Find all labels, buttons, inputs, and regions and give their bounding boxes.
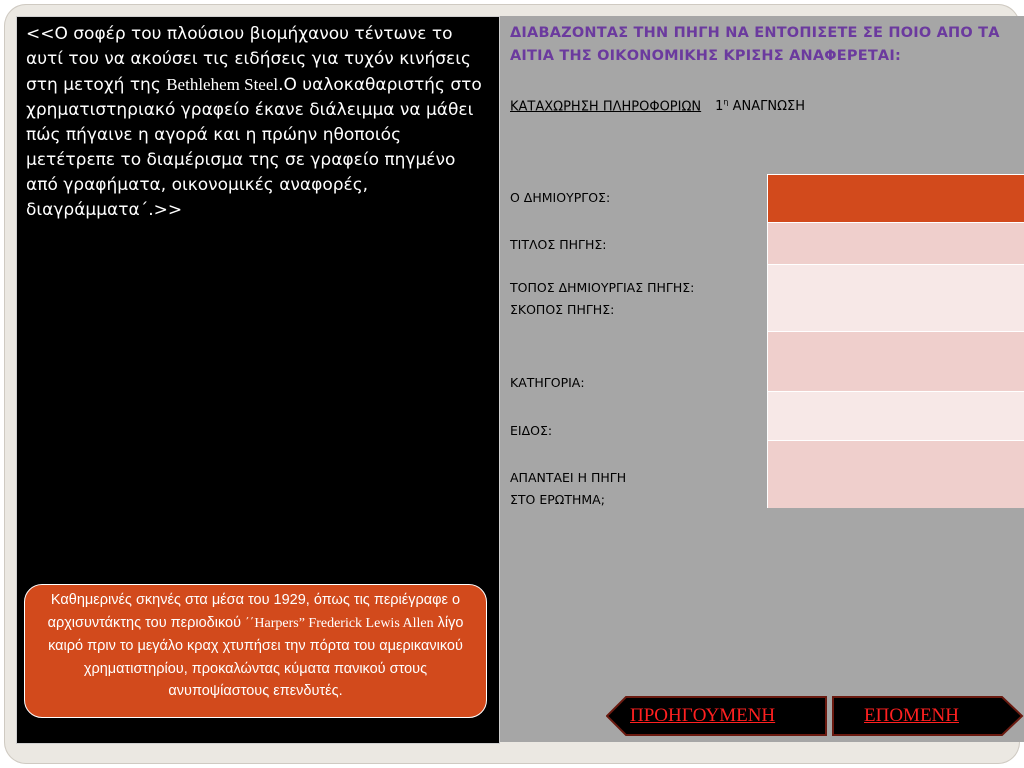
reading-sup: η (723, 98, 729, 107)
answer-cell-type[interactable] (768, 392, 1024, 441)
task-heading: ΔΙΑΒΑΖΟΝΤΑΣ ΤΗΝ ΠΗΓΗ ΝΑ ΕΝΤΟΠΙΣΕΤΕ ΣΕ ΠΟΙΟ ΑΠΟ ΤΑ ΑΙΤΙΑ ΤΗΣ ΟΙΚΟΝΟΜΙΚΗΣ ΚΡΙΣΗΣ ΑΝΑΦΕΡΕΤΑΙ: (510, 25, 1000, 64)
reading-text: ΑΝΑΓΝΩΣΗ (728, 99, 806, 115)
answer-grid (767, 174, 1024, 508)
previous-button[interactable] (606, 696, 828, 736)
field-label-type: ΕΙΔΟΣ: (510, 423, 553, 438)
next-button[interactable] (832, 696, 1024, 736)
previous-label: ΠΡΟΗΓΟΥΜΕΝΗ (630, 705, 776, 726)
record-subheading (510, 98, 805, 114)
caption-source: ΄΄Harpers” Frederick Lewis Allen (245, 615, 434, 631)
field-label-answers-line2: ΣΤΟ ΕΡΩΤΗΜΑ; (510, 492, 605, 507)
field-label-answers-line1: ΑΠΑΝΤΑΕΙ Η ΠΗΓΗ (510, 470, 627, 485)
record-label: ΚΑΤΑΧΩΡΗΣΗ ΠΛΗΡΟΦΟΡΙΩΝ (510, 99, 702, 115)
reading-number: 1 (715, 99, 724, 115)
answer-cell-answers[interactable] (768, 441, 1024, 508)
source-caption (24, 584, 487, 718)
field-label-category: ΚΑΤΗΓΟΡΙΑ: (510, 375, 585, 390)
field-label-purpose: ΣΚΟΠΟΣ ΠΗΓΗΣ: (510, 302, 615, 317)
answer-cell-place-purpose[interactable] (768, 265, 1024, 332)
quote-company: Bethlehem Steel (166, 75, 279, 94)
next-label: ΕΠΟΜΕΝΗ (864, 705, 959, 726)
caption-part2: λίγο καιρό πριν το μεγάλο κραχ χτυπήσει την πόρτα του αμερικανικού χρηματιστηρίου, προκαλώντας κύματα πανικού στους ανυποψίαστους επενδυτές. (48, 614, 464, 699)
quote-text-part1: <<Ο σοφέρ του πλούσιου βιομήχανου τέντωνε το αυτί του να ακούσει τις ειδήσεις για τυχόν κινήσεις στη μετοχή της (26, 24, 471, 95)
answer-cell-header (768, 175, 1024, 223)
caption-part1: Καθημερινές σκηνές στα μέσα του 1929, όπως τις περιέγραφε ο αρχισυντάκτης του περιοδικού (47, 592, 461, 631)
source-quote (26, 22, 492, 223)
answer-cell-title[interactable] (768, 223, 1024, 265)
answer-cell-category[interactable] (768, 332, 1024, 392)
reading-label (715, 99, 805, 114)
field-label-creator: Ο ΔΗΜΙΟΥΡΓΟΣ: (510, 190, 611, 205)
field-label-place: ΤΟΠΟΣ ΔΗΜΙΟΥΡΓΙΑΣ ΠΗΓΗΣ: (510, 280, 695, 295)
quote-text-part2: .Ο υαλοκαθαριστής στο χρηματιστηριακό γραφείο έκανε διάλειμμα να μάθει πώς πήγαινε η αγορά και η πρώην ηθοποιός μετέτρεπε το διαμέρισμα της σε γραφείο πηγμένο από γραφήματα, οικονομικές αναφορές, διαγράμματα΄.>> (26, 75, 482, 220)
field-label-title: ΤΙΤΛΟΣ ΠΗΓΗΣ: (510, 237, 607, 252)
